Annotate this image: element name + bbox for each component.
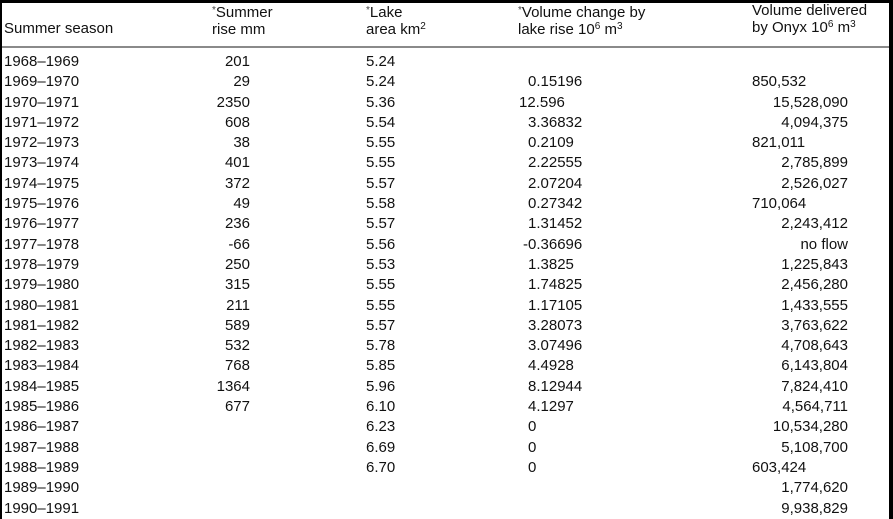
cell-volume-change: 0	[528, 438, 537, 456]
table-row	[0, 133, 893, 153]
cell-season: 1979–1980	[4, 276, 80, 294]
cell-volume-change: 0	[528, 458, 537, 476]
cell-season: 1969–1970	[4, 73, 80, 91]
cell-summer-rise: 2350	[216, 93, 250, 111]
table-row	[0, 52, 893, 72]
cell-season: 1972–1973	[4, 134, 80, 152]
header-label: Volume delivered	[752, 2, 868, 19]
table-row	[0, 316, 893, 336]
header-label: Lake	[369, 4, 403, 21]
cell-lake-area: 6.23	[366, 418, 396, 436]
asterisk-mark: *	[366, 5, 370, 16]
header-unit: m	[600, 21, 617, 38]
header-label: Summer season	[4, 20, 114, 37]
table-row	[0, 478, 893, 498]
cell-volume-change: 0.15196	[528, 73, 583, 91]
cell-volume-change: 4.1297	[528, 398, 574, 416]
header-lake-area	[366, 2, 426, 38]
cell-season: 1968–1969	[4, 53, 80, 70]
cell-lake-area: 5.57	[366, 174, 396, 192]
header-summer-season	[4, 20, 113, 37]
cell-volume-change: 8.12944	[528, 377, 583, 395]
superscript: 3	[850, 19, 856, 30]
cell-volume-change: 3.28073	[528, 316, 583, 334]
header-summer-rise	[212, 2, 273, 38]
table-row	[0, 417, 893, 437]
cell-summer-rise: 532	[224, 337, 250, 355]
cell-volume-change: 2.07204	[528, 174, 583, 192]
cell-season: 1983–1984	[4, 357, 80, 375]
table-body	[0, 52, 893, 519]
cell-volume-change: 1.3825	[528, 255, 574, 273]
cell-volume-change: 12.596	[519, 93, 565, 111]
cell-lake-area: 5.57	[366, 316, 396, 334]
cell-season: 1985–1986	[4, 398, 80, 416]
table-row	[0, 72, 893, 92]
header-volume-onyx	[752, 2, 867, 36]
superscript: 2	[420, 21, 426, 32]
asterisk-mark: *	[518, 5, 522, 16]
cell-volume-change: 1.74825	[528, 276, 583, 294]
cell-lake-area: 5.56	[366, 235, 396, 253]
cell-summer-rise: 1364	[216, 377, 250, 395]
table-row	[0, 499, 893, 519]
header-label: Volume change by	[521, 4, 646, 21]
cell-volume-onyx: 7,824,410	[781, 377, 848, 395]
header-label: lake rise 10	[518, 21, 595, 38]
cell-volume-onyx: 4,564,711	[782, 398, 848, 416]
cell-volume-onyx: 6,143,804	[781, 357, 848, 375]
cell-volume-onyx: no flow	[800, 235, 848, 253]
cell-volume-onyx: 15,528,090	[772, 93, 848, 111]
cell-volume-onyx: 10,534,280	[772, 418, 848, 436]
cell-volume-change: 3.07496	[528, 337, 583, 355]
superscript: 3	[616, 21, 623, 32]
table-row	[0, 174, 893, 194]
cell-lake-area: 5.55	[366, 134, 396, 152]
table-row	[0, 458, 893, 478]
table-row	[0, 275, 893, 295]
cell-volume-onyx: 603,424	[752, 458, 807, 476]
header-divider	[2, 46, 889, 48]
cell-season: 1974–1975	[4, 174, 80, 192]
table-header	[0, 0, 893, 46]
table-row	[0, 397, 893, 417]
table-row	[0, 356, 893, 376]
cell-volume-onyx: 1,225,843	[781, 255, 848, 273]
cell-volume-onyx: 1,774,620	[781, 479, 848, 497]
table-row	[0, 113, 893, 133]
table-row	[0, 214, 893, 234]
table-row	[0, 438, 893, 458]
cell-season: 1970–1971	[4, 93, 80, 111]
cell-summer-rise: 608	[224, 113, 250, 131]
cell-volume-onyx: 850,532	[752, 73, 807, 91]
cell-volume-change: -0.36696	[523, 235, 583, 253]
cell-volume-onyx: 1,433,555	[781, 296, 848, 314]
cell-season: 1981–1982	[4, 316, 80, 334]
cell-volume-onyx: 4,708,643	[781, 337, 848, 355]
cell-season: 1988–1989	[4, 458, 80, 476]
cell-season: 1990–1991	[4, 499, 80, 517]
cell-lake-area: 6.69	[366, 438, 396, 456]
cell-lake-area: 5.24	[366, 73, 396, 91]
cell-lake-area: 5.55	[366, 276, 396, 294]
cell-volume-onyx: 710,064	[752, 195, 807, 213]
cell-volume-onyx: 4,094,375	[781, 113, 848, 131]
cell-lake-area: 6.70	[366, 458, 396, 476]
superscript: 6	[594, 21, 601, 32]
cell-lake-area: 5.55	[366, 154, 396, 172]
table-row	[0, 235, 893, 255]
superscript: 6	[827, 19, 834, 30]
cell-summer-rise: 315	[224, 276, 250, 294]
cell-lake-area: 5.55	[366, 296, 396, 314]
cell-volume-change: 0.2109	[528, 134, 574, 152]
table-row	[0, 336, 893, 356]
cell-summer-rise: 372	[224, 174, 250, 192]
cell-lake-area: 5.96	[366, 377, 396, 395]
cell-lake-area: 5.57	[366, 215, 396, 233]
cell-season: 1982–1983	[4, 337, 80, 355]
cell-lake-area: 5.78	[366, 337, 396, 355]
cell-season: 1984–1985	[4, 377, 80, 395]
cell-season: 1975–1976	[4, 195, 80, 213]
header-unit: m	[833, 19, 851, 36]
table-row	[0, 377, 893, 397]
cell-season: 1986–1987	[4, 418, 80, 436]
cell-volume-change: 0.27342	[528, 195, 583, 213]
table-row	[0, 153, 893, 173]
cell-volume-onyx: 9,938,829	[781, 499, 848, 517]
cell-summer-rise: 211	[226, 296, 250, 314]
cell-volume-onyx: 2,456,280	[781, 276, 848, 294]
header-volume-change	[518, 2, 645, 38]
cell-season: 1976–1977	[4, 215, 80, 233]
cell-volume-onyx: 2,526,027	[781, 174, 848, 192]
table-row	[0, 194, 893, 214]
cell-lake-area: 6.10	[366, 398, 396, 416]
cell-volume-change: 2.22555	[528, 154, 583, 172]
cell-volume-change: 4.4928	[528, 357, 574, 375]
header-label: area km	[366, 21, 421, 38]
cell-summer-rise: 38	[233, 134, 250, 152]
cell-season: 1987–1988	[4, 438, 80, 456]
cell-summer-rise: 250	[224, 255, 250, 273]
cell-volume-onyx: 5,108,700	[781, 438, 848, 456]
cell-volume-onyx: 2,785,899	[781, 154, 848, 172]
cell-volume-onyx: 821,011	[752, 134, 806, 152]
cell-volume-change: 1.31452	[528, 215, 583, 233]
cell-summer-rise: 29	[233, 73, 250, 91]
cell-summer-rise: 201	[224, 53, 250, 70]
cell-summer-rise: 401	[224, 154, 250, 172]
cell-season: 1978–1979	[4, 255, 80, 273]
cell-lake-area: 5.54	[366, 113, 396, 131]
header-label: Summer	[215, 4, 273, 21]
cell-season: 1977–1978	[4, 235, 80, 253]
cell-summer-rise: 589	[224, 316, 250, 334]
cell-volume-change: 0	[528, 418, 537, 436]
header-label: rise mm	[212, 21, 266, 38]
cell-season: 1971–1972	[4, 113, 80, 131]
cell-summer-rise: 49	[233, 195, 250, 213]
table-row	[0, 93, 893, 113]
cell-summer-rise: 677	[224, 398, 250, 416]
cell-summer-rise: 236	[224, 215, 250, 233]
cell-lake-area: 5.85	[366, 357, 396, 375]
cell-season: 1973–1974	[4, 154, 80, 172]
cell-volume-change: 1.17105	[528, 296, 583, 314]
table-row	[0, 255, 893, 275]
cell-lake-area: 5.36	[366, 93, 396, 111]
asterisk-mark: *	[212, 5, 216, 16]
header-label: by Onyx 10	[752, 19, 828, 36]
cell-summer-rise: -66	[228, 235, 250, 253]
cell-lake-area: 5.24	[366, 53, 396, 70]
cell-season: 1980–1981	[4, 296, 80, 314]
cell-volume-change: 3.36832	[528, 113, 583, 131]
cell-summer-rise: 768	[224, 357, 250, 375]
cell-volume-onyx: 2,243,412	[781, 215, 848, 233]
cell-lake-area: 5.58	[366, 195, 396, 213]
cell-volume-onyx: 3,763,622	[781, 316, 848, 334]
cell-lake-area: 5.53	[366, 255, 396, 273]
cell-season: 1989–1990	[4, 479, 80, 497]
table-row	[0, 296, 893, 316]
